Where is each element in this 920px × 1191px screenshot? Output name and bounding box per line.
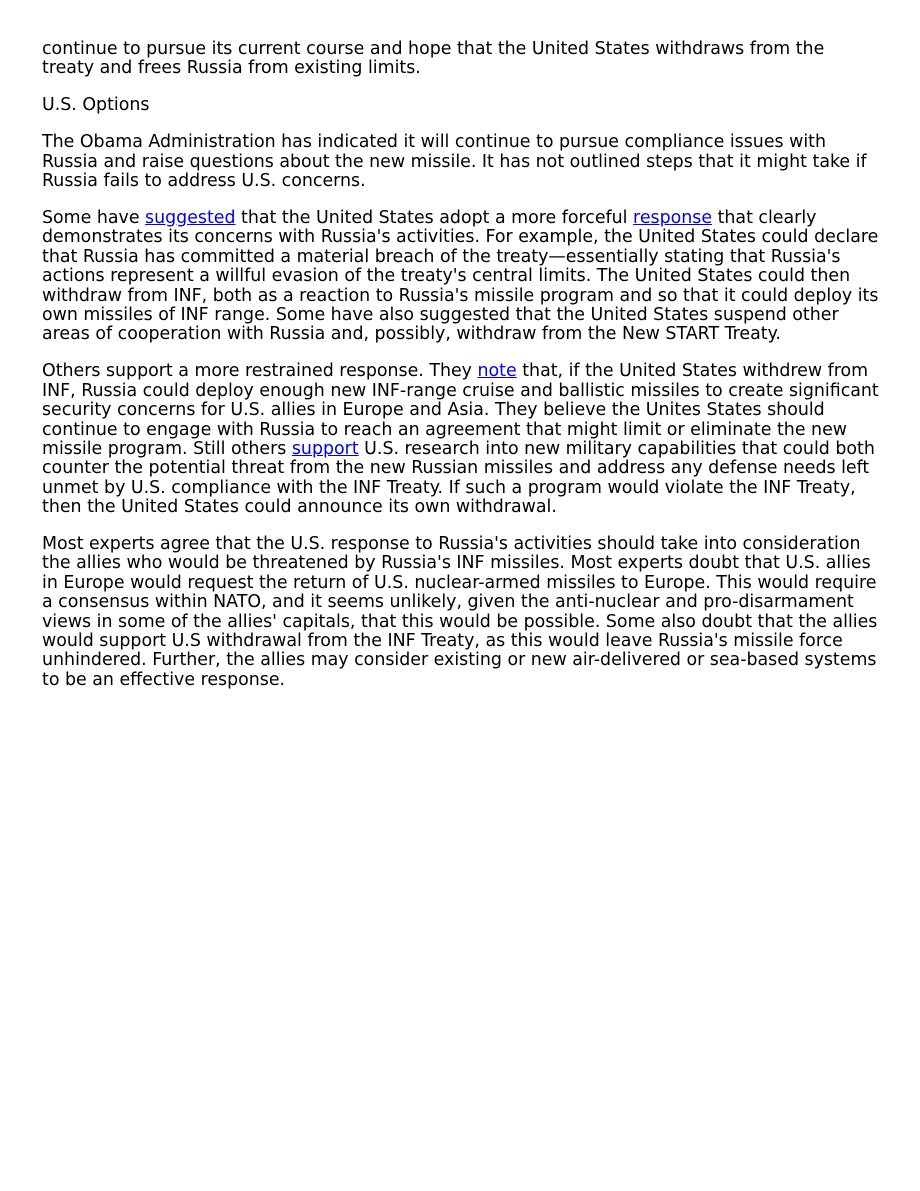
paragraph-text: Some have <box>42 207 146 228</box>
paragraph-administration: The Obama Administration has indicated it will continue to pursue compliance issues with Russia and raise questions about the new missile. It has not outlined steps that it might take if Russia fails to address U.S. concerns. <box>42 132 867 192</box>
paragraph-text: Others support a more restrained response. They <box>42 361 478 382</box>
paragraph-restrained-response <box>42 362 880 517</box>
support-link[interactable]: support <box>291 438 359 459</box>
paragraph-forceful-response <box>42 209 880 345</box>
paragraph-text: that, if the United States withdrew from INF, Russia could deploy enough new INF-range cruise and ballistic missiles to create significant security concerns for U.S. allies in Europe and Asia. They believe the Unites States should continue to engage with Russia to reach an agreement that might limit or eliminate the new missile program. Still others <box>42 361 879 459</box>
paragraph-continuation: continue to pursue its current course and hope that the United States withdraws from the treaty and frees Russia from existing limits. <box>42 39 825 79</box>
paragraph-text: that clearly demonstrates its concerns with Russia's activities. For example, the United States could declare that Russia has committed a material breach of the treaty—essentially stating that Russia's actions represent a willful evasion of the treaty's central limits. The United States could then withdraw from INF, both as a reaction to Russia's missile program and so that it could deploy its own missiles of INF range. Some have also suggested that the United States suspend other areas of cooperation with Russia and, possibly, withdraw from the New START Treaty. <box>42 207 879 345</box>
paragraph-text: that the United States adopt a more forceful <box>235 207 634 228</box>
section-heading: U.S. Options <box>42 95 150 116</box>
suggested-link[interactable]: suggested <box>145 207 236 228</box>
paragraph-allies: Most experts agree that the U.S. response to Russia's activities should take into consideration the allies who would be threatened by Russia's INF missiles. Most experts doubt that U.S. allies in Europe would request the return of U.S. nuclear-armed missiles to Europe. This would require a consensus within NATO, and it seems unlikely, given the anti-nuclear and pro-disarmament views in some of the allies' capitals, that this would be possible. Some also doubt that the allies would support U.S withdrawal from the INF Treaty, as this would leave Russia's missile force unhindered. Further, the allies may consider existing or new air-delivered or sea-based systems to be an effective response. <box>42 534 878 690</box>
paragraph-text: U.S. research into new military capabilities that could both counter the potential threat from the new Russian missiles and address any defense needs left unmet by U.S. compliance with the INF Treaty. If such a program would violate the INF Treaty, then the United States could announce its own withdrawal. <box>42 438 875 518</box>
document-body <box>42 40 880 708</box>
note-link[interactable]: note <box>477 361 517 382</box>
response-link[interactable]: response <box>633 207 713 228</box>
